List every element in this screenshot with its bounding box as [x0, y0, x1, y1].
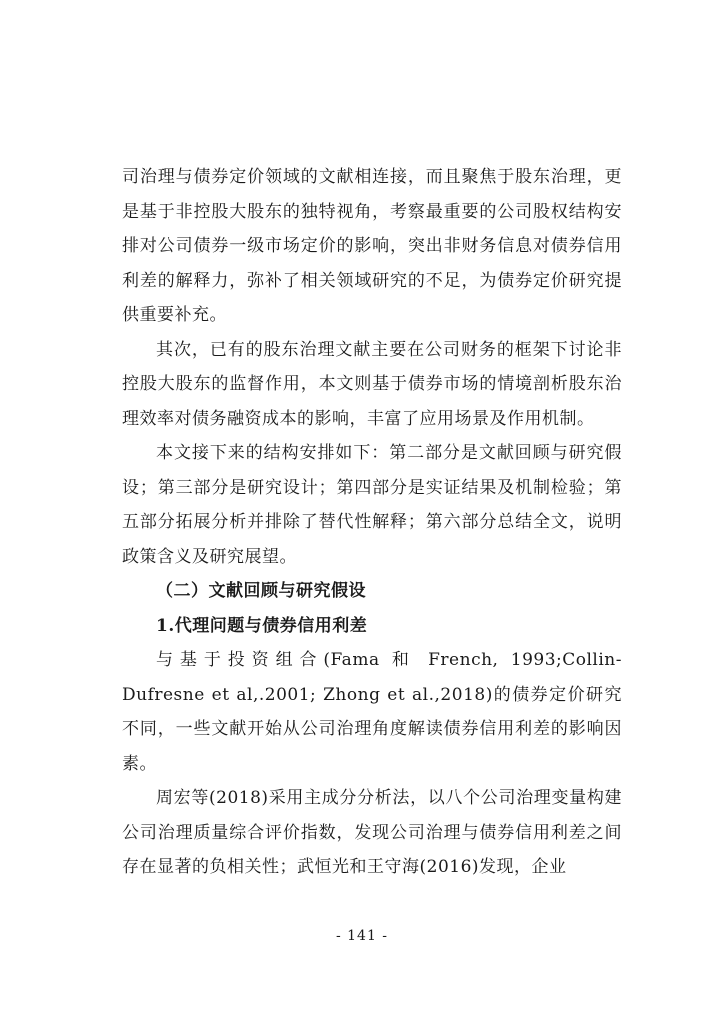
paragraph-structure: 本文接下来的结构安排如下：第二部分是文献回顾与研究假设；第三部分是研究设计；第四部分是实证结果及机制检验；第五部分拓展分析并排除了替代性解释；第六部分总结全文，说明政策含义及研究展望。 — [122, 443, 622, 567]
subsection-heading: 1.代理问题与债券信用利差 — [156, 615, 368, 636]
paragraph-secondly: 其次，已有的股东治理文献主要在公司财务的框架下讨论非控股大股东的监督作用，本文则基于债券市场的情境剖析股东治理效率对债务融资成本的影响，丰富了应用场景及作用机制。 — [122, 339, 622, 429]
section-heading: （二）文献回顾与研究假设 — [156, 581, 366, 601]
paragraph-literature-intro: 与基于投资组合(Fama 和 French, 1993;Collin-Dufresne et al,.2001; Zhong et al.,2018)的债券定价研究不同，一些文献开始从公司治理角度解读债券信用利差的影响因素。 — [122, 650, 622, 774]
page-number: - 141 - — [335, 928, 389, 944]
paragraph-zhou-hong: 周宏等(2018)采用主成分分析法，以八个公司治理变量构建公司治理质量综合评价指数，发现公司治理与债券信用利差之间存在显著的负相关性；武恒光和王守海(2016)发现，企业 — [122, 788, 622, 877]
body-text — [122, 160, 622, 885]
paragraph-continuation: 司治理与债券定价领域的文献相连接，而且聚焦于股东治理，更是基于非控股大股东的独特视角，考察最重要的公司股权结构安排对公司债券一级市场定价的影响，突出非财务信息对债券信用利差的解释力，弥补了相关领域研究的不足，为债券定价研究提供重要补充。 — [122, 167, 622, 325]
